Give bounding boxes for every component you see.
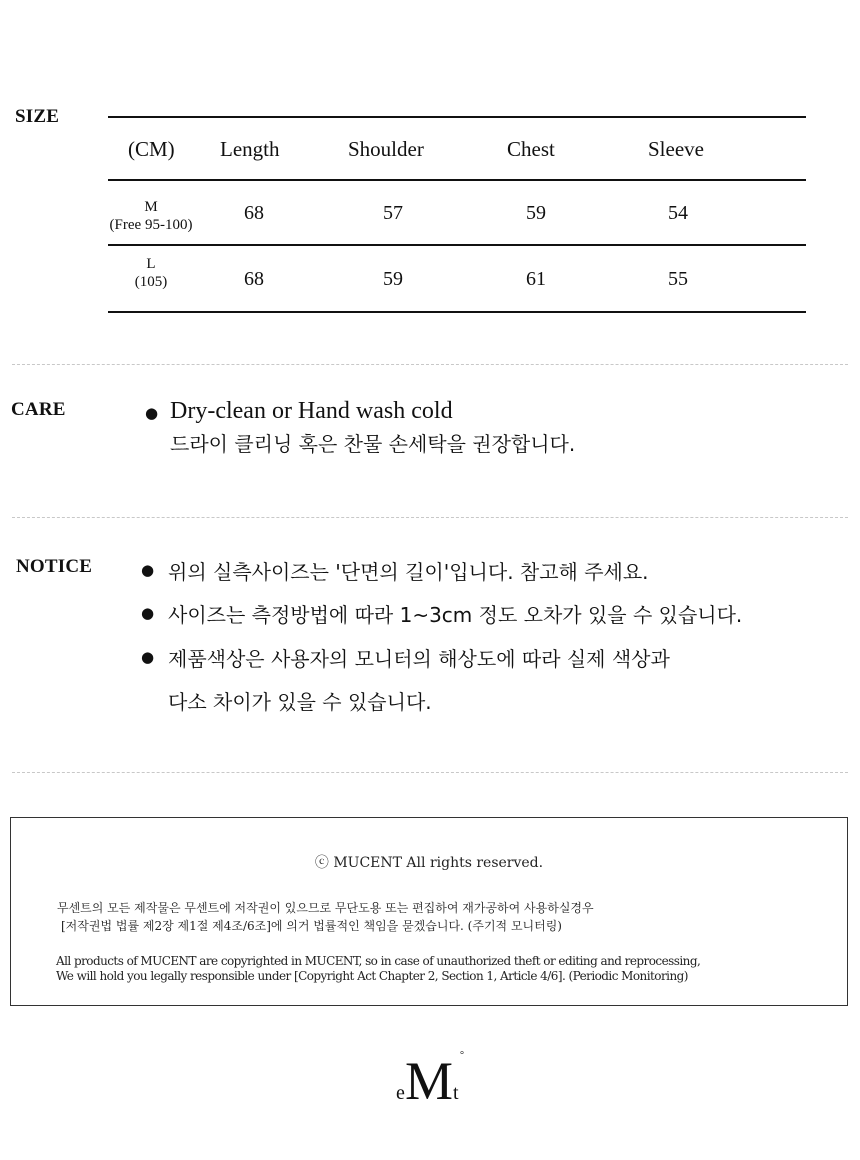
- header-length: Length: [220, 137, 280, 161]
- notice-item: 사이즈는 측정방법에 따라 1~3cm 정도 오차가 있을 수 있습니다.: [168, 603, 743, 627]
- size-name: L: [146, 256, 156, 272]
- care-label: CARE: [11, 399, 66, 420]
- bullet-icon: ●: [141, 648, 155, 666]
- table-cell: 68: [244, 268, 264, 290]
- table-bottom-rule: [108, 311, 806, 313]
- table-cell: 68: [244, 202, 264, 224]
- header-shoulder: Shoulder: [348, 137, 424, 161]
- logo-mark: °: [460, 1050, 464, 1061]
- header-cm: (CM): [128, 137, 175, 161]
- notice-item: 제품색상은 사용자의 모니터의 해상도에 따라 실제 색상과: [168, 647, 670, 671]
- table-cell: 54: [668, 202, 688, 224]
- header-chest: Chest: [507, 137, 555, 161]
- notice-continuation: 다소 차이가 있을 수 있습니다.: [168, 690, 432, 714]
- table-row-rule: [108, 244, 806, 246]
- copyright-box: [10, 817, 848, 1006]
- dashed-divider: [12, 517, 848, 518]
- size-label: SIZE: [15, 106, 60, 127]
- header-sleeve: Sleeve: [648, 137, 704, 161]
- notice-label: NOTICE: [16, 556, 93, 577]
- logo-letter-m: M: [405, 1051, 454, 1111]
- copyright-kr-line-2: [저작권법 법률 제2장 제1절 제4조/6조]에 의거 법률적인 책임을 묻겠습니다. (주기적 모니터링): [61, 919, 562, 933]
- table-cell: 61: [526, 268, 546, 290]
- table-header-rule: [108, 179, 806, 181]
- dashed-divider: [12, 364, 848, 365]
- copyright-en-line-1: All products of MUCENT are copyrighted in MUCENT, so in case of unauthorized theft or editing and reprocessing,: [56, 954, 701, 968]
- table-cell: 59: [383, 268, 403, 290]
- logo-letter-t: t: [453, 1082, 459, 1104]
- copyright-kr-line-1: 무센트의 모든 제작물은 무센트에 저작권이 있으므로 무단도용 또는 편집하여 재가공하여 사용하실경우: [57, 901, 594, 915]
- row-label-m: [91, 198, 211, 234]
- brand-logo: [396, 1052, 476, 1112]
- care-text-kr: 드라이 클리닝 혹은 찬물 손세탁을 권장합니다.: [170, 432, 576, 456]
- table-cell: 57: [383, 202, 403, 224]
- size-name: M: [144, 199, 158, 215]
- dashed-divider: [12, 772, 848, 773]
- copyright-en-line-2: We will hold you legally responsible under [Copyright Act Chapter 2, Section 1, Article 4/6]. (Periodic Monitoring): [56, 969, 688, 983]
- size-note: (Free 95-100): [109, 217, 193, 233]
- size-note: (105): [134, 274, 168, 290]
- bullet-icon: ●: [141, 604, 155, 622]
- table-cell: 59: [526, 202, 546, 224]
- bullet-icon: ●: [141, 561, 155, 579]
- copyright-title: ⓒ MUCENT All rights reserved.: [314, 855, 544, 871]
- notice-item: 위의 실측사이즈는 '단면의 길이'입니다. 참고해 주세요.: [168, 560, 649, 584]
- bullet-icon: ●: [145, 404, 159, 422]
- table-top-rule: [108, 116, 806, 118]
- table-cell: 55: [668, 268, 688, 290]
- row-label-l: [91, 255, 211, 291]
- care-text-en: Dry-clean or Hand wash cold: [170, 398, 453, 424]
- logo-letter-e: e: [396, 1082, 405, 1104]
